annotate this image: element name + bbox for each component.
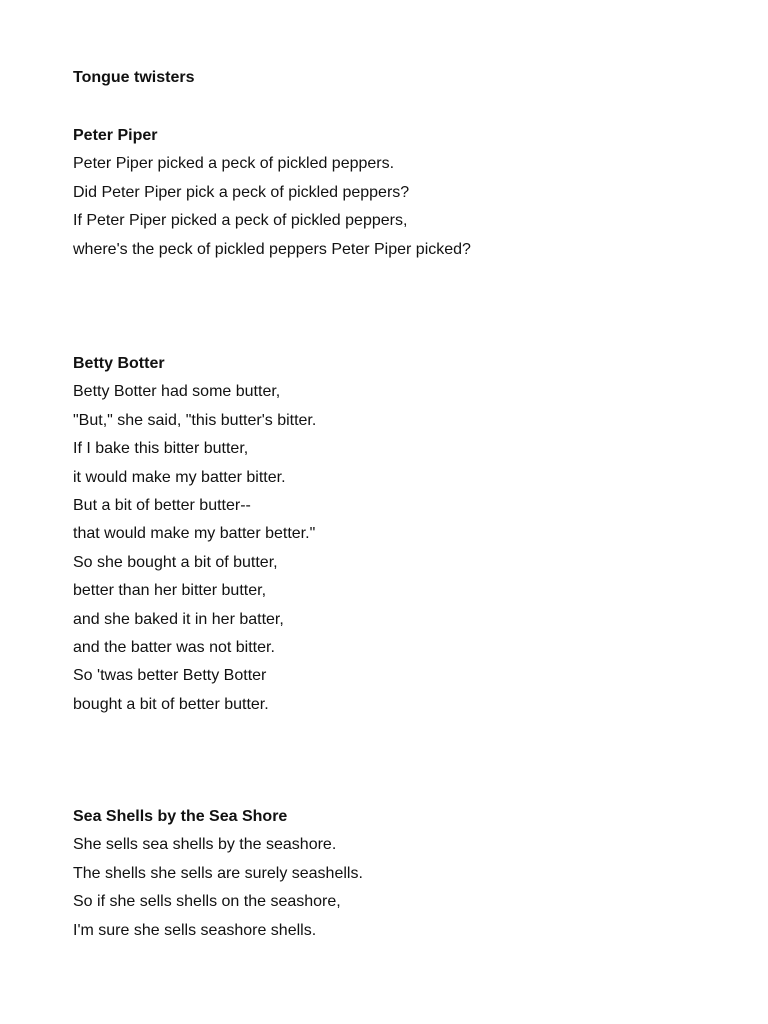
poem-line: where's the peck of pickled peppers Peter Piper picked? (73, 240, 471, 258)
poem-line: that would make my batter better." (73, 525, 316, 543)
poem-line: and the batter was not bitter. (73, 638, 275, 656)
poem-lines (73, 150, 713, 264)
poem-lines (73, 378, 713, 719)
poem-line: Did Peter Piper pick a peck of pickled peppers? (73, 183, 410, 201)
poem-title: Peter Piper (73, 127, 158, 144)
poem-line: bought a bit of better butter. (73, 695, 269, 713)
poem-line: "But," she said, "this butter's bitter. (73, 411, 317, 429)
poem-line: I'm sure she sells seashore shells. (73, 921, 317, 939)
poem-betty-botter (73, 354, 713, 719)
poem-line: So if she sells shells on the seashore, (73, 893, 341, 911)
poem-line: better than her bitter butter, (73, 582, 267, 600)
poem-line: Peter Piper picked a peck of pickled peppers. (73, 155, 395, 173)
poem-line: So 'twas better Betty Botter (73, 667, 267, 685)
document-title: Tongue twisters (73, 69, 195, 86)
poem-lines (73, 831, 713, 945)
poem-line: Betty Botter had some butter, (73, 383, 281, 401)
poem-line: If Peter Piper picked a peck of pickled peppers, (73, 212, 408, 230)
poem-title: Sea Shells by the Sea Shore (73, 808, 288, 825)
poem-title: Betty Botter (73, 355, 165, 372)
poem-line: She sells sea shells by the seashore. (73, 836, 337, 854)
poem-line: it would make my batter bitter. (73, 468, 286, 486)
poem-line: If I bake this bitter butter, (73, 440, 249, 458)
poem-line: But a bit of better butter-- (73, 496, 251, 514)
poem-peter-piper (73, 126, 713, 264)
poem-sea-shells (73, 807, 713, 945)
poem-line: So she bought a bit of butter, (73, 553, 278, 571)
poem-line: and she baked it in her batter, (73, 610, 284, 628)
poem-line: The shells she sells are surely seashells. (73, 864, 363, 882)
